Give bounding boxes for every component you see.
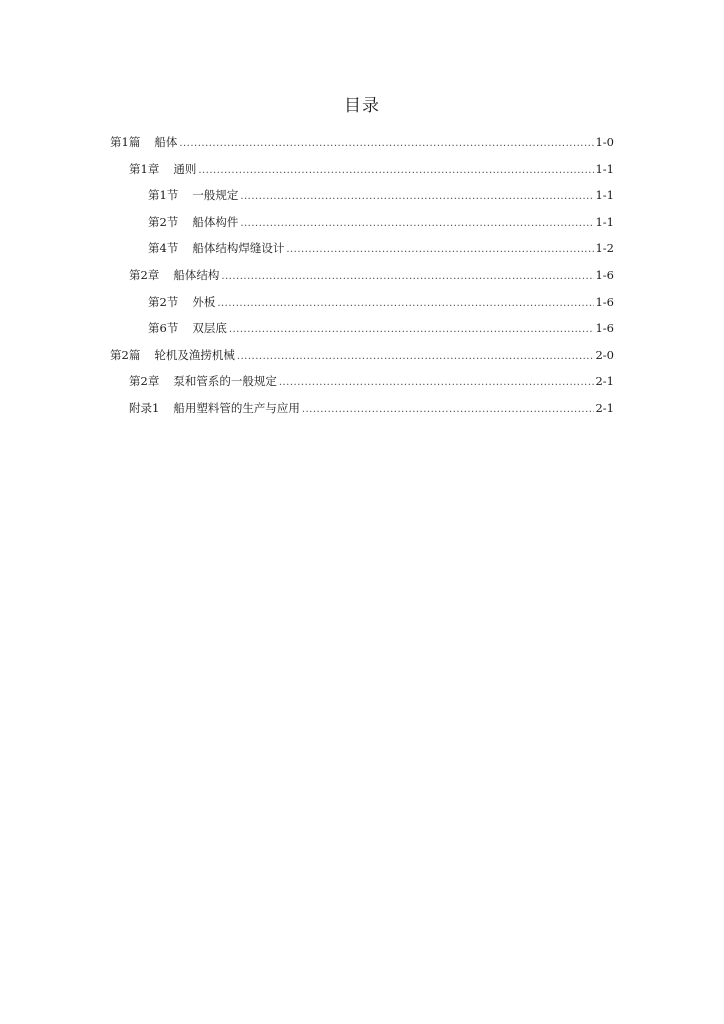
toc-entry-label xyxy=(148,214,238,230)
toc-entry-label xyxy=(110,134,177,150)
toc-entry-label xyxy=(148,320,227,336)
toc-entry-number: 第2节 xyxy=(148,294,179,309)
toc-entry-number: 第2节 xyxy=(148,214,179,229)
toc-entry-number: 第1章 xyxy=(129,161,160,176)
toc-entry[interactable] xyxy=(110,267,614,294)
toc-entry-title: 通则 xyxy=(173,161,197,176)
toc-entry-number: 附录1 xyxy=(129,400,160,415)
toc-entry-page: 1-0 xyxy=(595,135,614,149)
toc-entry-title: 外板 xyxy=(192,294,216,309)
toc-entry-label xyxy=(148,240,284,256)
toc-entry-page: 1-1 xyxy=(595,161,614,176)
toc-entry-label xyxy=(129,373,277,389)
toc-entry-page: 1-1 xyxy=(595,214,614,229)
toc-dot-leader xyxy=(302,402,595,418)
toc-entry-page: 1-2 xyxy=(595,241,614,256)
toc-entry-page: 1-6 xyxy=(595,321,614,336)
toc-entry-title: 船体结构焊缝设计 xyxy=(192,241,285,256)
toc-entry-label xyxy=(148,294,215,310)
toc-dot-leader xyxy=(198,163,594,179)
toc-dot-leader xyxy=(237,349,595,365)
toc-entry[interactable] xyxy=(110,320,614,347)
toc-dot-leader xyxy=(286,242,594,258)
toc-entry[interactable] xyxy=(110,161,614,188)
toc-entry-page: 2-1 xyxy=(595,400,614,415)
toc-entry-number: 第1节 xyxy=(148,188,179,203)
toc-entry-number: 第2章 xyxy=(129,267,160,282)
toc-dot-leader xyxy=(179,136,594,152)
toc-entry[interactable] xyxy=(110,240,614,267)
toc-entry-title: 双层底 xyxy=(192,321,227,336)
toc-entry-page: 1-6 xyxy=(595,267,614,282)
toc-entry-title: 轮机及渔捞机械 xyxy=(154,347,235,362)
toc-entry-page: 2-0 xyxy=(595,347,614,362)
toc-entry-number: 第2章 xyxy=(129,374,160,389)
toc-entry-number: 第2篇 xyxy=(110,347,141,362)
toc-entry-title: 船体构件 xyxy=(192,214,239,229)
toc-entry-title: 一般规定 xyxy=(192,188,239,203)
toc-entry[interactable] xyxy=(110,134,614,161)
toc-entry-page: 2-1 xyxy=(595,374,614,389)
toc-entry-number: 第4节 xyxy=(148,241,179,256)
toc-entry[interactable] xyxy=(110,214,614,241)
toc-entry-page: 1-1 xyxy=(595,188,614,203)
toc-entry[interactable] xyxy=(110,294,614,321)
toc-dot-leader xyxy=(221,269,594,285)
toc-dot-leader xyxy=(240,216,594,232)
toc-dot-leader xyxy=(279,375,595,391)
toc-entry[interactable] xyxy=(110,187,614,214)
toc-entry-title: 船用塑料管的生产与应用 xyxy=(173,400,300,415)
toc-entry-label xyxy=(148,187,238,203)
toc-entry-label xyxy=(129,400,300,416)
toc-entry-title: 泵和管系的一般规定 xyxy=(173,374,277,389)
toc-entry[interactable] xyxy=(110,373,614,400)
toc-list xyxy=(110,134,614,427)
toc-title: 目录 xyxy=(344,96,380,116)
toc-entry-label xyxy=(129,161,196,177)
toc-dot-leader xyxy=(240,189,594,205)
toc-entry-label xyxy=(110,347,235,363)
toc-entry-title: 船体 xyxy=(154,135,178,149)
toc-entry-page: 1-6 xyxy=(595,294,614,309)
toc-dot-leader xyxy=(229,322,595,338)
toc-entry-number: 第6节 xyxy=(148,321,179,336)
toc-entry-title: 船体结构 xyxy=(173,267,220,282)
toc-entry[interactable] xyxy=(110,347,614,374)
toc-entry-label xyxy=(129,267,219,283)
toc-dot-leader xyxy=(217,296,594,312)
toc-entry[interactable] xyxy=(110,400,614,427)
toc-entry-number: 第1篇 xyxy=(110,135,141,149)
